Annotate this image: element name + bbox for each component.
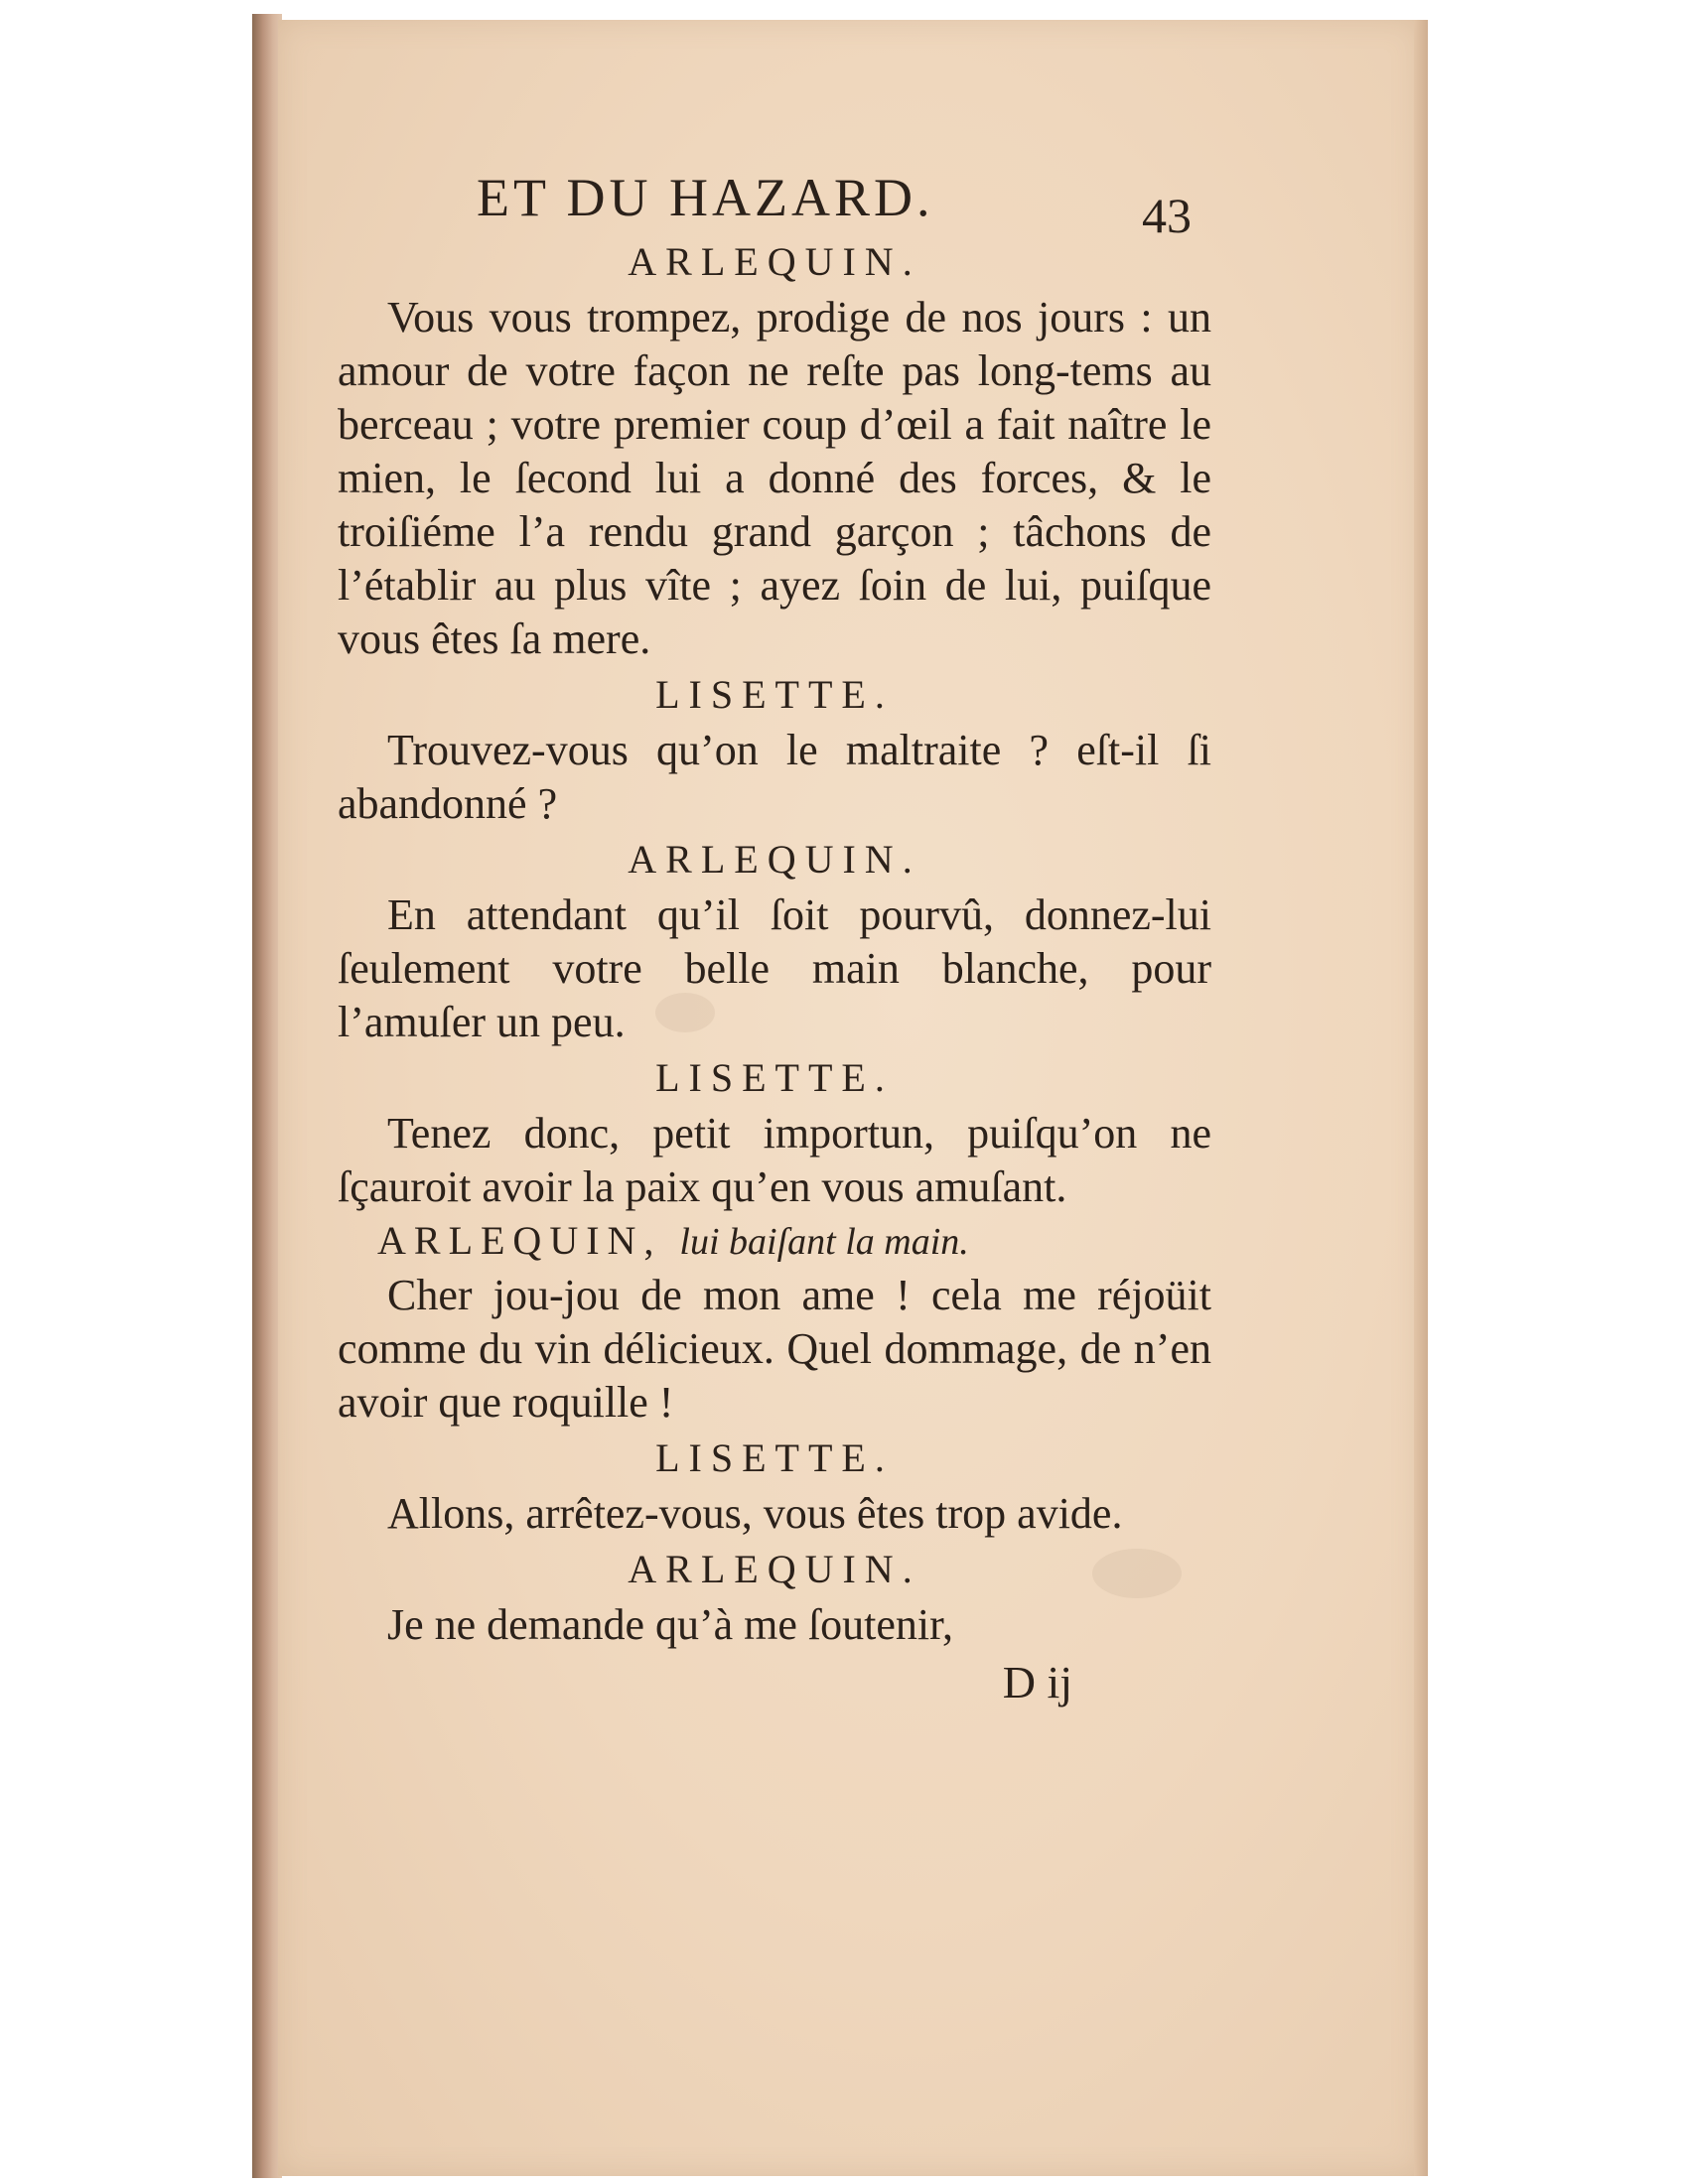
speaker-heading: LISETTE. [655,672,894,717]
dialogue-paragraph: Allons, arrêtez-vous, vous êtes trop avide. [387,1489,1123,1538]
page-fore-edge [1414,20,1428,2176]
page-number: 43 [1142,188,1192,243]
speaker-heading: ARLEQUIN. [628,837,921,882]
dialogue-paragraph: En attendant qu’il ſoit pourvû, donnez-lui ſeulement votre belle main blanche, pour l’amuſer un peu. [338,890,1211,1046]
dialogue-paragraph: Cher jou-jou de mon ame ! cela me réjoüit comme du vin délicieux. Quel dommage, de n’en avoir que roquille ! [338,1271,1211,1427]
speaker-heading: ARLEQUIN. [628,1547,921,1591]
dialogue-paragraph: Trouvez-vous qu’on le maltraite ? eſt-il ſi abandonné ? [338,726,1211,828]
speaker-heading: LISETTE. [655,1435,894,1480]
play-text [338,233,1211,1709]
speaker-heading: ARLEQUIN. [628,239,921,284]
stage-direction: lui baiſant la main. [679,1221,969,1263]
dialogue-paragraph: Je ne demande qu’à me ſoutenir, [387,1600,954,1649]
speaker-name: ARLEQUIN, [377,1218,662,1263]
running-head: ET DU HAZARD. [477,168,934,227]
dialogue-paragraph: Vous vous trompez, prodige de nos jours : un amour de votre façon ne reſte pas long-tems au berceau ; votre premier coup d’œil a fait naître le mien, le ſecond lui a donné des forces, & le troiſiéme l’a rendu grand garçon ; tâchons de l’établir au plus vîte ; ayez ſoin de lui, puiſque vous êtes ſa mere. [338,293,1211,663]
speaker-with-stage-direction [338,1214,1211,1269]
dialogue-paragraph: Tenez donc, petit importun, puiſqu’on ne ſçauroit avoir la paix qu’en vous amuſant. [338,1109,1211,1211]
signature-mark: D ij [1002,1657,1072,1707]
speaker-heading: LISETTE. [655,1055,894,1100]
